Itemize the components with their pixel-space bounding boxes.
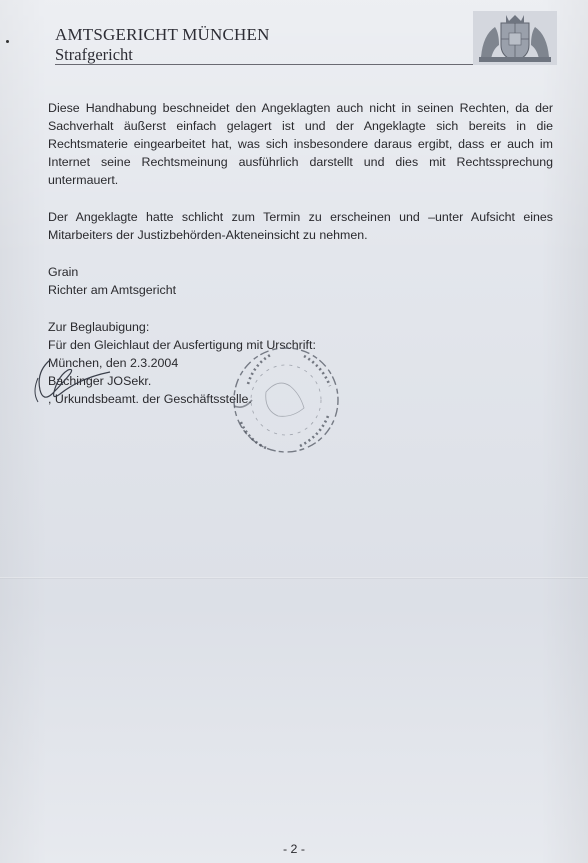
page-number: - 2 - [282, 842, 306, 856]
judge-name: Grain [48, 265, 79, 279]
certification-heading: Zur Beglaubigung: [48, 320, 150, 334]
judge-title: Richter am Amtsgericht [48, 283, 177, 297]
court-name: AMTSGERICHT MÜNCHEN [55, 25, 270, 44]
certification-place-date: München, den 2.3.2004 [48, 356, 179, 370]
scan-speck [6, 40, 9, 43]
bavarian-coat-of-arms-icon [473, 11, 557, 65]
court-division: Strafgericht [55, 45, 133, 64]
certification-clerk: Bachinger JOSekr. [48, 374, 152, 388]
certification-role: , Urkundsbeamt. der Geschäftsstelle. [48, 392, 252, 406]
certification-statement: Für den Gleichlaut der Ausfertigung mit Urschrift: [48, 338, 316, 352]
court-seal-stamp-icon [226, 344, 344, 456]
paragraph-reasoning: Diese Handhabung beschneidet den Angeklagten auch nicht in seinen Rechten, da der Sachverhalt äußerst einfach gelagert ist und der Angeklagte sich bereits in die Rechtsmaterie eingearbeitet hat, was sich insbesondere daraus ergibt, dass er auch im Internet seine Rechtsmeinung ausführlich darstellt und dies mit Rechtssprechung untermauert. [48, 101, 553, 187]
paper-fold-line [0, 577, 588, 579]
handwritten-signature-icon [28, 352, 128, 408]
paragraph-appearance: Der Angeklagte hatte schlicht zum Termin zu erscheinen und –unter Aufsicht eines Mitarbeiters der Justizbehörden-Akteneinsicht zu nehmen. [48, 210, 553, 242]
